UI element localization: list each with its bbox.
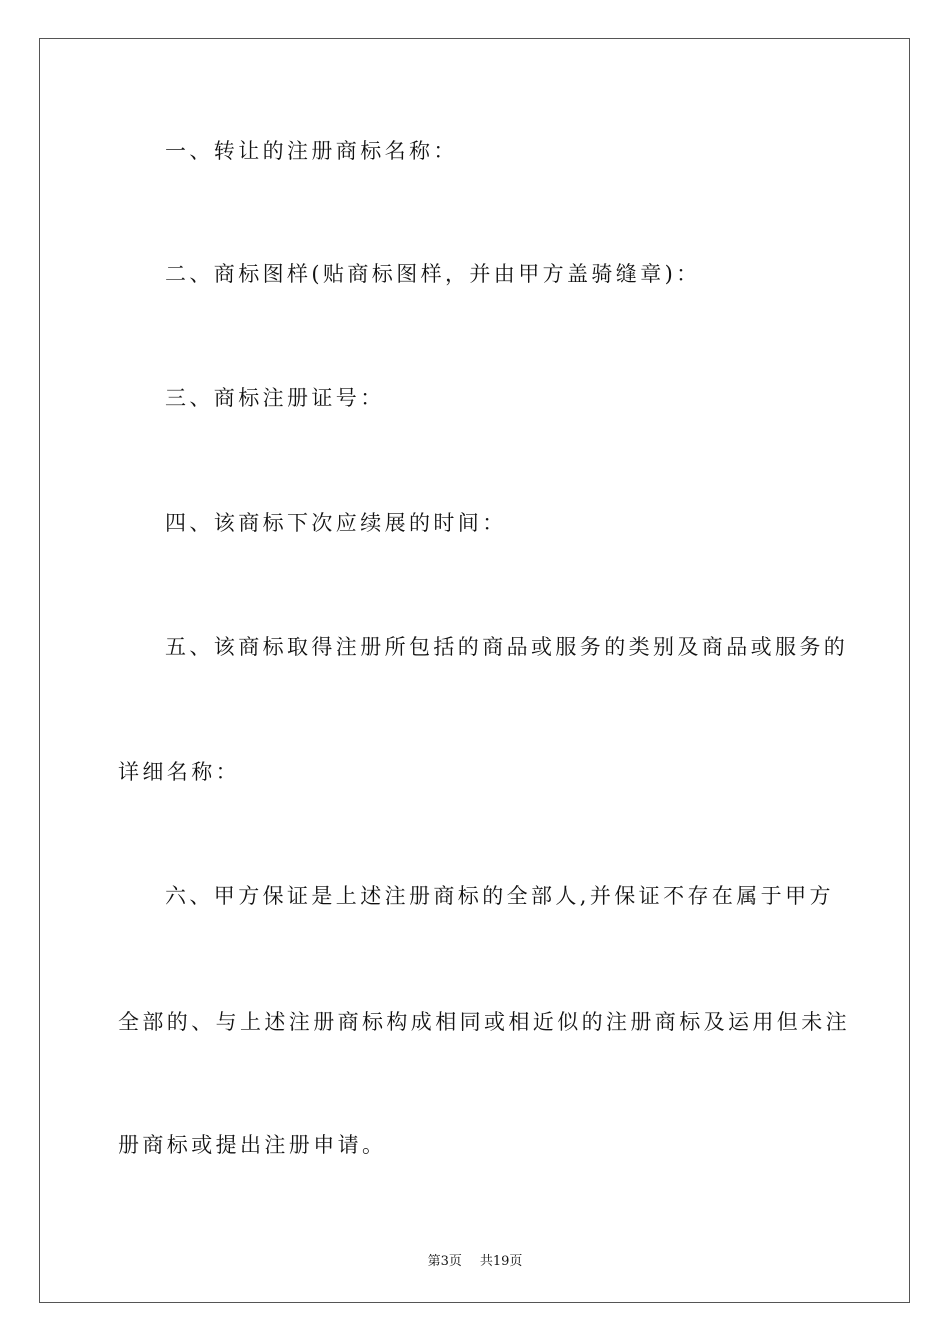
clause-6-line-1: 六、甲方保证是上述注册商标的全部人,并保证不存在属于甲方 <box>165 884 834 908</box>
clause-5-line-2: 详细名称： <box>118 760 240 784</box>
clause-4-line: 四、该商标下次应续展的时间： <box>165 511 507 535</box>
clause-6-line-2: 全部的、与上述注册商标构成相同或相近似的注册商标及运用但未注 <box>118 1010 850 1034</box>
clause-2-line: 二、商标图样(贴商标图样，并由甲方盖骑缝章)： <box>165 262 701 286</box>
clause-6-line-3: 册商标或提出注册申请。 <box>118 1133 387 1157</box>
clause-5-line-1: 五、该商标取得注册所包括的商品或服务的类别及商品或服务的 <box>165 635 849 659</box>
page-footer <box>0 1250 950 1269</box>
page-number: 第3页 <box>427 1254 462 1269</box>
page-total: 共19页 <box>479 1254 523 1269</box>
clause-3-line: 三、商标注册证号： <box>165 386 385 410</box>
page-frame <box>39 38 910 1303</box>
clause-1-line: 一、转让的注册商标名称： <box>165 139 458 163</box>
